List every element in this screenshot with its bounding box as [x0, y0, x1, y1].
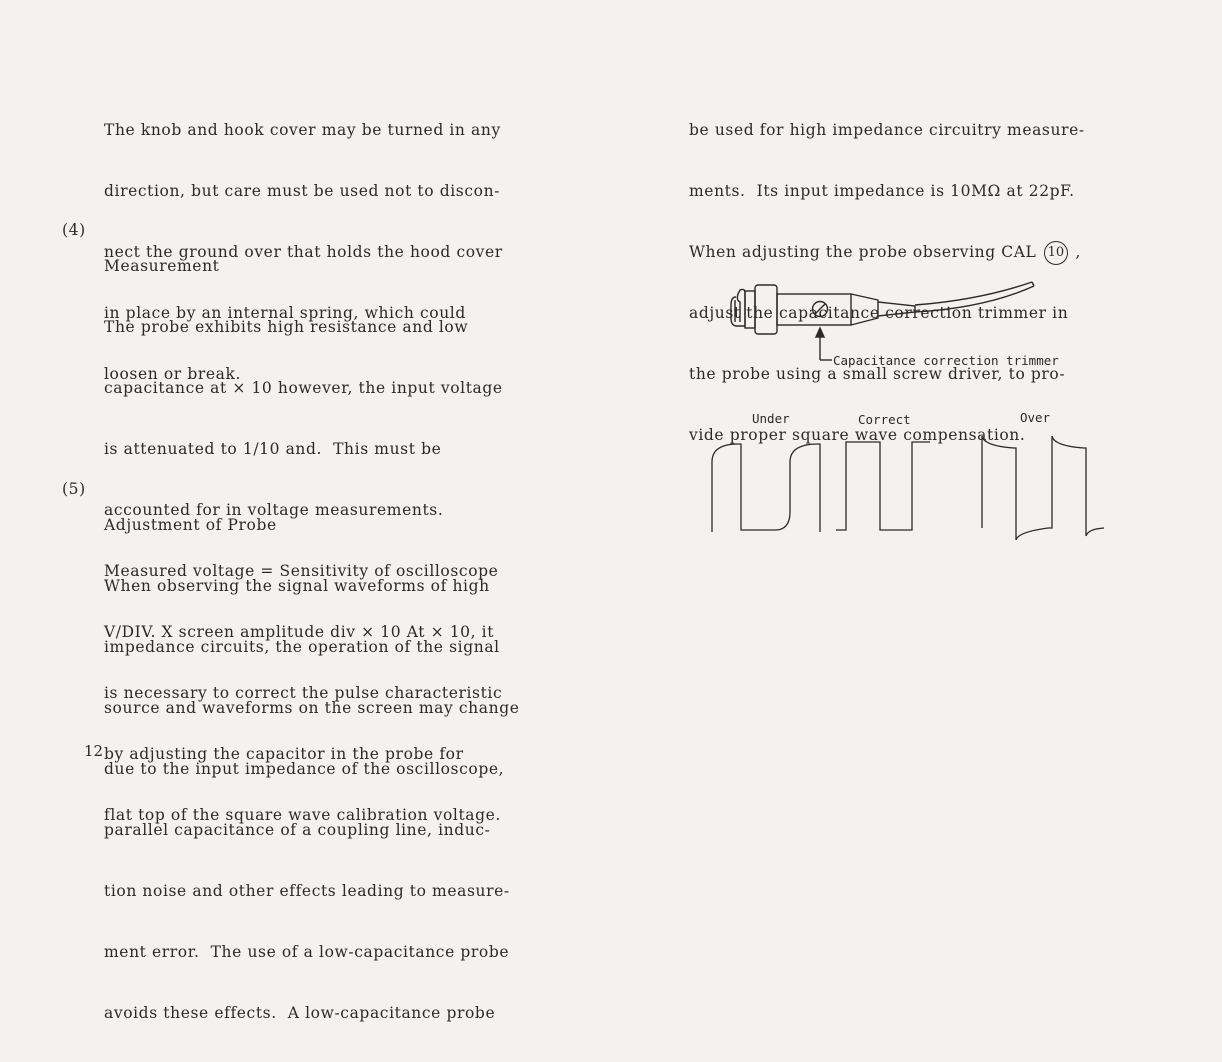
waveform-under — [712, 444, 820, 532]
text-line: When observing the signal waveforms of high — [104, 577, 490, 595]
text-line: avoids these effects. A low-capacitance probe — [104, 1004, 496, 1022]
text-line: ment error. The use of a low-capacitance probe — [104, 943, 510, 961]
waveform-correct — [836, 442, 930, 530]
section-5-number: (5) — [62, 480, 86, 498]
text-line: the probe using a small screw driver, to pro- — [689, 365, 1066, 383]
cal-reference-badge: 10 — [1044, 241, 1068, 265]
section-heading: Adjustment of Probe — [104, 516, 277, 534]
probe-body-head — [755, 285, 777, 334]
waveform-over — [982, 436, 1104, 540]
text-line: loosen or break. — [104, 365, 241, 383]
probe-taper — [851, 294, 878, 325]
text-line: source and waveforms on the screen may change — [104, 699, 520, 717]
text-line: in place by an internal spring, which could — [104, 304, 466, 322]
text-line: is attenuated to 1/10 and. This must be — [104, 440, 442, 458]
text-line: Measured voltage = Sensitivity of oscilloscope — [104, 562, 499, 580]
text-line: adjust the capacitance correction trimmer in — [689, 304, 1069, 322]
text-line: The knob and hook cover may be turned in any — [104, 121, 501, 139]
section-heading: Measurement — [104, 257, 220, 275]
text-line: capacitance at × 10 however, the input voltage — [104, 379, 503, 397]
waveform-label-correct: Correct — [858, 412, 911, 427]
waveform-label-over: Over — [1020, 410, 1051, 425]
text-line: flat top of the square wave calibration voltage. — [104, 806, 501, 824]
text-line: nect the ground over that holds the hood cover — [104, 243, 503, 261]
text-line: V/DIV. X screen amplitude div × 10 At × 10, it — [104, 623, 495, 641]
text-line: direction, but care must be used not to discon- — [104, 182, 500, 200]
waveform-label-under: Under — [752, 411, 790, 426]
probe-body — [777, 294, 851, 325]
text-line: parallel capacitance of a coupling line, induc- — [104, 821, 491, 839]
text-line: by adjusting the capacitor in the probe for — [104, 745, 464, 763]
text-line: ments. Its input impedance is 10MΩ at 22pF. — [689, 182, 1075, 200]
text-line: is necessary to correct the pulse characteristic — [104, 684, 503, 702]
text-line: tion noise and other effects leading to measure- — [104, 882, 510, 900]
probe-collar — [745, 291, 755, 328]
trimmer-label: Capacitance correction trimmer — [833, 353, 1059, 368]
text-line: vide proper square wave compensation. — [689, 426, 1026, 444]
probe-hook-icon — [731, 289, 745, 326]
text-line: The probe exhibits high resistance and low — [104, 318, 469, 336]
cal-text-end: , — [1069, 243, 1081, 261]
page-number: 12 — [84, 742, 104, 760]
text-line: be used for high impedance circuitry measure- — [689, 121, 1085, 139]
text-line: impedance circuits, the operation of the signal — [104, 638, 500, 656]
text-line: due to the input impedance of the oscilloscope, — [104, 760, 505, 778]
text-line: accounted for in voltage measurements. — [104, 501, 444, 519]
section-4-number: (4) — [62, 221, 86, 239]
cal-text: When adjusting the probe observing CAL — [689, 243, 1042, 261]
